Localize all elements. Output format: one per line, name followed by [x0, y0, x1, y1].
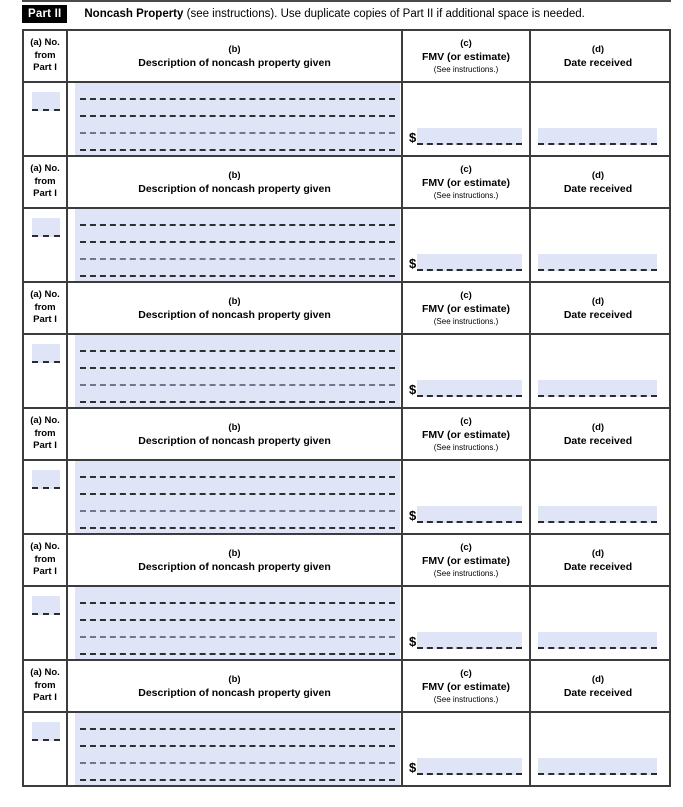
fmv-field-group: [409, 632, 522, 649]
description-rule-line-4: [80, 653, 395, 655]
column-header-c-label: FMV (or estimate): [421, 681, 511, 693]
column-header-b-label: Description of noncash property given: [138, 182, 331, 195]
column-header-b-label: Description of noncash property given: [138, 434, 331, 447]
description-rule-line-4: [80, 275, 395, 277]
description-rule-line-2: [80, 241, 395, 243]
no-from-part-i-cell: [24, 461, 68, 533]
column-header-date-received: [531, 409, 665, 459]
description-cell: [68, 713, 403, 785]
no-from-part-i-cell: [24, 209, 68, 281]
column-header-c-sub: (See instructions.): [433, 443, 499, 452]
column-header-b-letter: (b): [228, 547, 241, 559]
column-header-date-received: [531, 535, 665, 585]
column-header-a-line1: (a) No.: [30, 163, 60, 175]
description-rule-line-4: [80, 779, 395, 781]
column-header-row: [24, 535, 669, 587]
description-cell: [68, 83, 403, 155]
page-top-rule: [22, 0, 671, 2]
column-header-a-line2: from: [34, 49, 56, 61]
fmv-field-group: [409, 254, 522, 271]
dollar-sign-icon: $: [409, 508, 417, 523]
description-input[interactable]: [75, 83, 400, 155]
fmv-field-group: [409, 758, 522, 775]
column-header-b-label: Description of noncash property given: [138, 56, 331, 69]
column-header-date-received: [531, 661, 665, 711]
dollar-sign-icon: $: [409, 382, 417, 397]
description-input[interactable]: [75, 587, 400, 659]
fmv-cell: [403, 461, 531, 533]
column-header-d-letter: (d): [591, 673, 605, 685]
description-cell: [68, 209, 403, 281]
fmv-input[interactable]: [417, 506, 522, 523]
column-header-c-letter: (c): [460, 542, 472, 553]
description-rule-line-3: [80, 132, 395, 134]
entry-row: [24, 461, 669, 533]
column-header-fmv: [403, 409, 531, 459]
dollar-sign-icon: $: [409, 634, 417, 649]
column-header-c-letter: (c): [460, 164, 472, 175]
column-header-a-line1: (a) No.: [30, 541, 60, 553]
part-title-bold: Noncash Property: [84, 8, 184, 20]
description-rule-line-3: [80, 510, 395, 512]
date-received-field-group: [538, 128, 657, 145]
entry-row: [24, 587, 669, 659]
noncash-property-entry-block: [24, 31, 669, 157]
date-received-field-group: [538, 380, 657, 397]
noncash-property-entry-block: [24, 409, 669, 535]
noncash-property-entry-block: [24, 661, 669, 787]
date-received-input[interactable]: [538, 380, 657, 397]
date-received-cell: [531, 209, 665, 281]
description-rule-line-2: [80, 367, 395, 369]
date-received-field-group: [538, 506, 657, 523]
fmv-cell: [403, 209, 531, 281]
no-from-part-i-input[interactable]: [32, 344, 60, 363]
no-from-part-i-input[interactable]: [32, 92, 60, 111]
entry-row: [24, 335, 669, 407]
column-header-no-from-part-i: [24, 535, 68, 585]
column-header-a-line2: from: [34, 175, 56, 187]
column-header-b-label: Description of noncash property given: [138, 308, 331, 321]
no-from-part-i-cell: [24, 713, 68, 785]
column-header-a-line1: (a) No.: [30, 415, 60, 427]
column-header-d-label: Date received: [563, 686, 633, 699]
description-rule-line-2: [80, 493, 395, 495]
column-header-row: [24, 409, 669, 461]
description-rule-line-1: [80, 224, 395, 226]
noncash-property-entry-block: [24, 535, 669, 661]
description-rule-line-3: [80, 762, 395, 764]
column-header-row: [24, 283, 669, 335]
fmv-input[interactable]: [417, 254, 522, 271]
column-header-a-line2: from: [34, 679, 56, 691]
fmv-cell: [403, 335, 531, 407]
fmv-cell: [403, 713, 531, 785]
description-rule-line-3: [80, 636, 395, 638]
entry-row: [24, 83, 669, 155]
part-title-rest: (see instructions). Use duplicate copies of Part II if additional space is needed.: [183, 8, 585, 20]
column-header-c-sub: (See instructions.): [433, 569, 499, 578]
column-header-fmv: [403, 157, 531, 207]
entry-row: [24, 713, 669, 785]
description-input[interactable]: [75, 461, 400, 533]
date-received-cell: [531, 461, 665, 533]
column-header-b-letter: (b): [228, 295, 241, 307]
column-header-fmv: [403, 535, 531, 585]
column-header-no-from-part-i: [24, 31, 68, 81]
fmv-field-group: [409, 128, 522, 145]
dollar-sign-icon: $: [409, 760, 417, 775]
column-header-c-label: FMV (or estimate): [421, 303, 511, 315]
column-header-c-sub: (See instructions.): [433, 65, 499, 74]
column-header-d-letter: (d): [591, 43, 605, 55]
column-header-b-letter: (b): [228, 421, 241, 433]
column-header-d-label: Date received: [563, 308, 633, 321]
date-received-cell: [531, 713, 665, 785]
column-header-description: [68, 283, 403, 333]
no-from-part-i-input[interactable]: [32, 470, 60, 489]
column-header-b-letter: (b): [228, 673, 241, 685]
dollar-sign-icon: $: [409, 256, 417, 271]
column-header-a-line3: Part I: [33, 188, 57, 200]
dollar-sign-icon: $: [409, 130, 417, 145]
column-header-c-letter: (c): [460, 290, 472, 301]
no-from-part-i-cell: [24, 83, 68, 155]
column-header-no-from-part-i: [24, 283, 68, 333]
no-from-part-i-input[interactable]: [32, 722, 60, 741]
column-header-a-line2: from: [34, 553, 56, 565]
column-header-a-line3: Part I: [33, 692, 57, 704]
column-header-d-letter: (d): [591, 295, 605, 307]
description-input[interactable]: [75, 335, 400, 407]
description-input[interactable]: [75, 209, 400, 281]
date-received-cell: [531, 587, 665, 659]
fmv-field-group: [409, 380, 522, 397]
column-header-c-label: FMV (or estimate): [421, 555, 511, 567]
column-header-a-line1: (a) No.: [30, 667, 60, 679]
column-header-c-letter: (c): [460, 416, 472, 427]
description-rule-line-4: [80, 401, 395, 403]
description-cell: [68, 335, 403, 407]
column-header-d-label: Date received: [563, 56, 633, 69]
description-rule-line-1: [80, 728, 395, 730]
column-header-c-label: FMV (or estimate): [421, 51, 511, 63]
column-header-no-from-part-i: [24, 409, 68, 459]
noncash-property-table: [22, 29, 671, 787]
description-rule-line-3: [80, 384, 395, 386]
column-header-date-received: [531, 31, 665, 81]
column-header-b-label: Description of noncash property given: [138, 560, 331, 573]
column-header-no-from-part-i: [24, 157, 68, 207]
date-received-input[interactable]: [538, 254, 657, 271]
column-header-d-label: Date received: [563, 560, 633, 573]
fmv-input[interactable]: [417, 380, 522, 397]
description-rule-line-2: [80, 619, 395, 621]
column-header-a-line3: Part I: [33, 62, 57, 74]
noncash-property-entry-block: [24, 157, 669, 283]
column-header-fmv: [403, 661, 531, 711]
description-rule-line-2: [80, 745, 395, 747]
description-rule-line-4: [80, 149, 395, 151]
column-header-row: [24, 661, 669, 713]
column-header-c-label: FMV (or estimate): [421, 177, 511, 189]
fmv-input[interactable]: [417, 758, 522, 775]
no-from-part-i-input[interactable]: [32, 218, 60, 237]
no-from-part-i-input[interactable]: [32, 596, 60, 615]
date-received-input[interactable]: [538, 632, 657, 649]
column-header-d-letter: (d): [591, 169, 605, 181]
column-header-d-label: Date received: [563, 182, 633, 195]
column-header-a-line3: Part I: [33, 440, 57, 452]
part-title: [84, 8, 585, 20]
column-header-c-letter: (c): [460, 668, 472, 679]
column-header-d-letter: (d): [591, 547, 605, 559]
fmv-input[interactable]: [417, 632, 522, 649]
part-header: [22, 4, 671, 24]
fmv-cell: [403, 587, 531, 659]
column-header-c-sub: (See instructions.): [433, 317, 499, 326]
column-header-description: [68, 535, 403, 585]
date-received-field-group: [538, 254, 657, 271]
column-header-d-letter: (d): [591, 421, 605, 433]
column-header-date-received: [531, 157, 665, 207]
column-header-a-line2: from: [34, 301, 56, 313]
column-header-a-line3: Part I: [33, 566, 57, 578]
description-rule-line-4: [80, 527, 395, 529]
fmv-field-group: [409, 506, 522, 523]
column-header-fmv: [403, 283, 531, 333]
date-received-input[interactable]: [538, 128, 657, 145]
description-rule-line-1: [80, 602, 395, 604]
no-from-part-i-cell: [24, 335, 68, 407]
column-header-c-label: FMV (or estimate): [421, 429, 511, 441]
date-received-cell: [531, 335, 665, 407]
column-header-row: [24, 157, 669, 209]
date-received-input[interactable]: [538, 758, 657, 775]
column-header-row: [24, 31, 669, 83]
column-header-a-line1: (a) No.: [30, 37, 60, 49]
description-cell: [68, 461, 403, 533]
column-header-c-sub: (See instructions.): [433, 695, 499, 704]
column-header-b-letter: (b): [228, 43, 241, 55]
fmv-input[interactable]: [417, 128, 522, 145]
description-rule-line-3: [80, 258, 395, 260]
date-received-cell: [531, 83, 665, 155]
column-header-d-label: Date received: [563, 434, 633, 447]
column-header-b-letter: (b): [228, 169, 241, 181]
column-header-no-from-part-i: [24, 661, 68, 711]
description-input[interactable]: [75, 713, 400, 785]
column-header-a-line1: (a) No.: [30, 289, 60, 301]
column-header-a-line2: from: [34, 427, 56, 439]
column-header-c-sub: (See instructions.): [433, 191, 499, 200]
fmv-cell: [403, 83, 531, 155]
description-rule-line-1: [80, 476, 395, 478]
no-from-part-i-cell: [24, 587, 68, 659]
column-header-description: [68, 31, 403, 81]
date-received-input[interactable]: [538, 506, 657, 523]
column-header-description: [68, 409, 403, 459]
description-rule-line-1: [80, 98, 395, 100]
column-header-description: [68, 661, 403, 711]
description-cell: [68, 587, 403, 659]
date-received-field-group: [538, 758, 657, 775]
column-header-description: [68, 157, 403, 207]
part-badge: Part II: [22, 5, 67, 23]
description-rule-line-1: [80, 350, 395, 352]
column-header-c-letter: (c): [460, 38, 472, 49]
noncash-property-entry-block: [24, 283, 669, 409]
entry-row: [24, 209, 669, 281]
column-header-fmv: [403, 31, 531, 81]
column-header-date-received: [531, 283, 665, 333]
column-header-a-line3: Part I: [33, 314, 57, 326]
column-header-b-label: Description of noncash property given: [138, 686, 331, 699]
date-received-field-group: [538, 632, 657, 649]
description-rule-line-2: [80, 115, 395, 117]
